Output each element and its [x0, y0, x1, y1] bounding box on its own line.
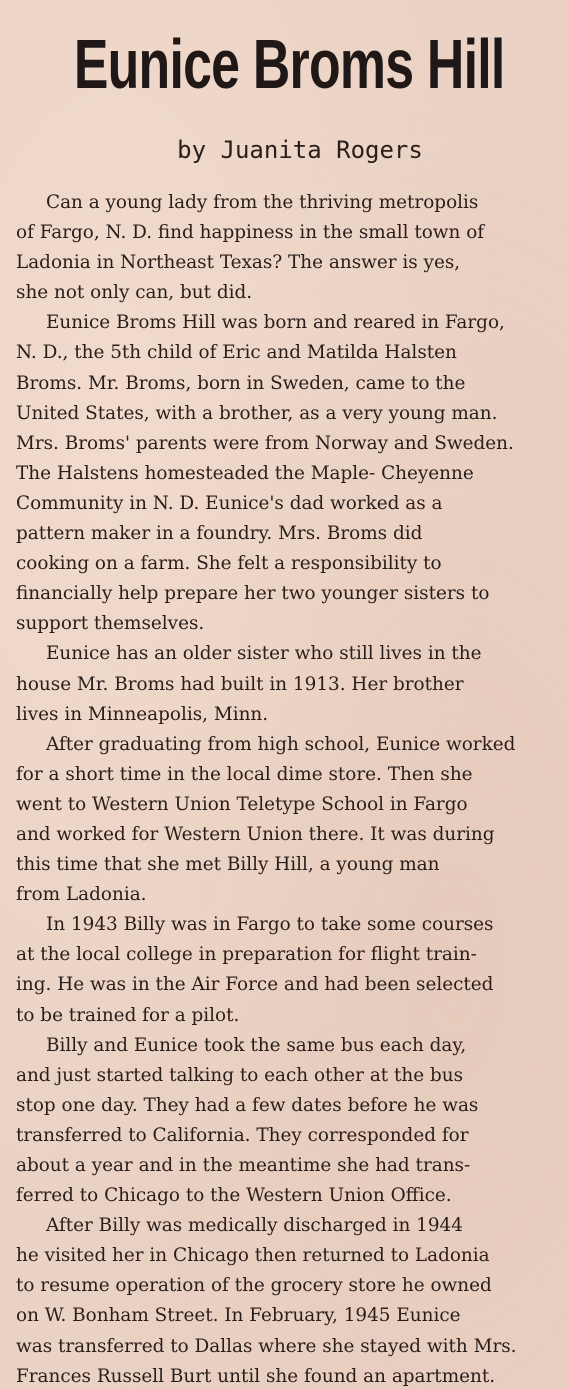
article-line: at the local college in preparation for flight train- [16, 944, 477, 966]
article-line: stop one day. They had a few dates before he was [16, 1094, 479, 1116]
article-line: pattern maker in a foundry. Mrs. Broms did [16, 523, 423, 545]
article-line: he visited her in Chicago then returned to Ladonia [16, 1245, 490, 1267]
article-line: After graduating from high school, Eunice worked [46, 733, 516, 755]
article-line: on W. Bonham Street. In February, 1945 Eunice [16, 1305, 461, 1327]
article-line: and worked for Western Union there. It was during [16, 823, 495, 845]
article-line: transferred to California. They corresponded for [16, 1124, 469, 1146]
article-line: Broms. Mr. Broms, born in Sweden, came to the [16, 372, 466, 394]
article-line: from Ladonia. [16, 884, 147, 906]
article-line: Billy and Eunice took the same bus each day, [46, 1034, 467, 1056]
byline: by Juanita Rogers [177, 136, 423, 164]
article-line: house Mr. Broms had built in 1913. Her brother [16, 673, 464, 695]
article-line: Mrs. Broms' parents were from Norway and Sweden. [16, 432, 514, 454]
article-line: for a short time in the local dime store. Then she [16, 763, 473, 785]
article-line: cooking on a farm. She felt a responsibility to [16, 553, 442, 575]
article-line: about a year and in the meantime she had trans- [16, 1155, 471, 1176]
article-line: to resume operation of the grocery store he owned [16, 1275, 492, 1297]
article-line: to be trained for a pilot. [16, 1004, 240, 1026]
article-line: Eunice has an older sister who still lives in the [46, 643, 482, 665]
article-line: financially help prepare her two younger sisters to [16, 583, 490, 605]
article-line: was transferred to Dallas where she stayed with Mrs. [16, 1335, 517, 1357]
article-line: ferred to Chicago to the Western Union Office. [16, 1185, 452, 1207]
article-line: of Fargo, N. D. find happiness in the small town of [16, 222, 485, 244]
article-line: After Billy was medically discharged in 1944 [46, 1215, 463, 1237]
article-line: ing. He was in the Air Force and had been selected [16, 974, 494, 996]
headline: Eunice Broms Hill [73, 25, 505, 103]
article-line: support themselves. [16, 613, 205, 635]
article-line: The Halstens homesteaded the Maple- Cheyenne [16, 462, 474, 484]
article-line: Ladonia in Northeast Texas? The answer is yes, [16, 252, 461, 274]
article-line: Community in N. D. Eunice's dad worked as a [16, 492, 443, 514]
article-line: Frances Russell Burt until she found an apartment. [16, 1365, 496, 1387]
article-body [16, 188, 568, 1389]
article-line: went to Western Union Teletype School in Fargo [16, 793, 468, 815]
article-line: United States, with a brother, as a very young man. [16, 402, 498, 424]
article-line: Can a young lady from the thriving metropolis [46, 192, 479, 213]
article-line: lives in Minneapolis, Minn. [16, 703, 269, 725]
article-line: In 1943 Billy was in Fargo to take some courses [46, 914, 494, 936]
article-line: she not only can, but did. [16, 282, 253, 304]
article-line: N. D., the 5th child of Eric and Matilda Halsten [16, 342, 457, 364]
article-line: Eunice Broms Hill was born and reared in Fargo, [46, 312, 505, 334]
article-line: and just started talking to each other at the bus [16, 1064, 464, 1086]
article-line: this time that she met Billy Hill, a young man [16, 854, 440, 876]
